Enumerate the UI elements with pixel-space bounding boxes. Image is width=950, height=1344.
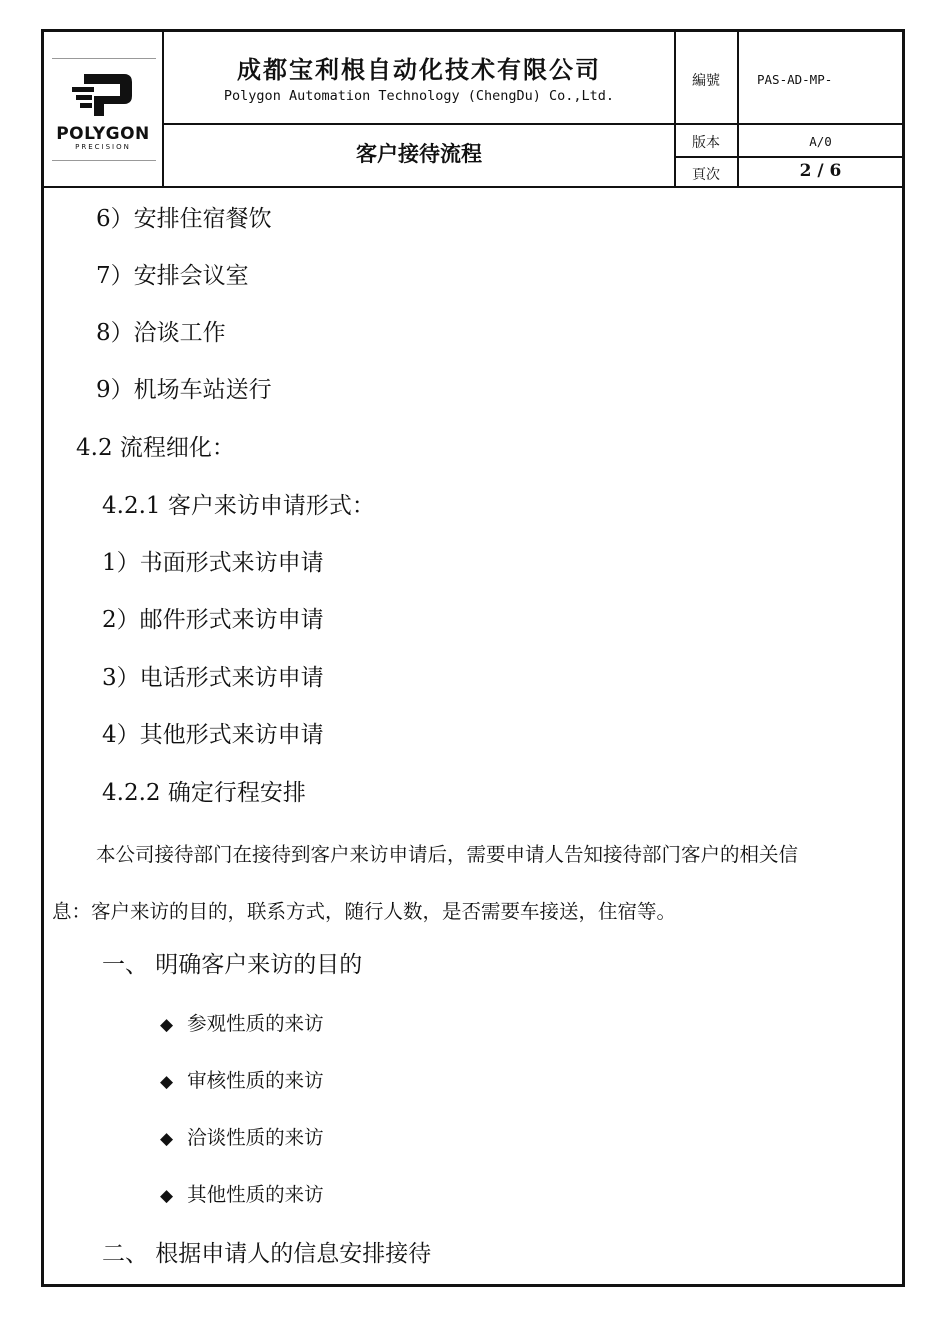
company-logo [44,32,162,188]
paragraph-line: 本公司接待部门在接待到客户来访申请后，需要申请人告知接待部门客户的相关信 [96,843,799,866]
logo-text: POLYGON [56,123,150,144]
diamond-bullet-icon: ◆ [160,1072,174,1092]
code-value: PAS-AD-MP- [757,72,833,87]
header-divider [162,123,902,125]
list-item: 1）书面形式来访申请 [102,550,324,576]
header-divider [44,186,902,188]
document-header [44,32,902,188]
page-value: 2 / 6 [799,161,842,181]
list-item: ◆ 审核性质的来访 [160,1069,324,1092]
company-name-en: Polygon Automation Technology (ChengDu) Co.,Ltd. [223,88,615,104]
list-item: 8）洽谈工作 [96,320,226,346]
diamond-bullet-icon: ◆ [160,1129,174,1149]
heading-two: 二、 根据申请人的信息安排接待 [102,1241,432,1267]
code-label: 編號 [692,73,720,89]
section-heading-4-2-1: 4.2.1 客户来访申请形式： [102,493,375,519]
list-item: ◆ 参观性质的来访 [160,1012,324,1035]
header-divider [674,156,902,158]
company-name-cn: 成都宝利根自动化技术有限公司 [237,56,601,84]
diamond-bullet-icon: ◆ [160,1015,174,1035]
list-item: ◆ 其他性质的来访 [160,1183,324,1206]
version-label: 版本 [692,135,720,151]
document-title: 客户接待流程 [356,142,482,166]
logo-subtext: PRECISION [75,142,131,151]
list-item: 7）安排会议室 [96,263,249,289]
version-value: A/0 [809,134,832,149]
heading-one: 一、 明确客户来访的目的 [102,952,363,978]
page-label: 頁次 [692,167,720,183]
list-item: 6）安排住宿餐饮 [96,206,272,232]
paragraph-line: 息：客户来访的目的，联系方式，随行人数，是否需要车接送，住宿等。 [52,900,677,923]
list-item: ◆ 洽谈性质的来访 [160,1126,324,1149]
list-item: 4）其他形式来访申请 [102,722,324,748]
list-item: 2）邮件形式来访申请 [102,607,324,633]
list-item: 3）电话形式来访申请 [102,665,324,691]
diamond-bullet-icon: ◆ [160,1186,174,1206]
list-item: 9）机场车站送行 [96,377,272,403]
section-heading-4-2: 4.2 流程细化： [76,435,235,461]
polygon-logo-icon [70,70,136,120]
section-heading-4-2-2: 4.2.2 确定行程安排 [102,780,306,806]
